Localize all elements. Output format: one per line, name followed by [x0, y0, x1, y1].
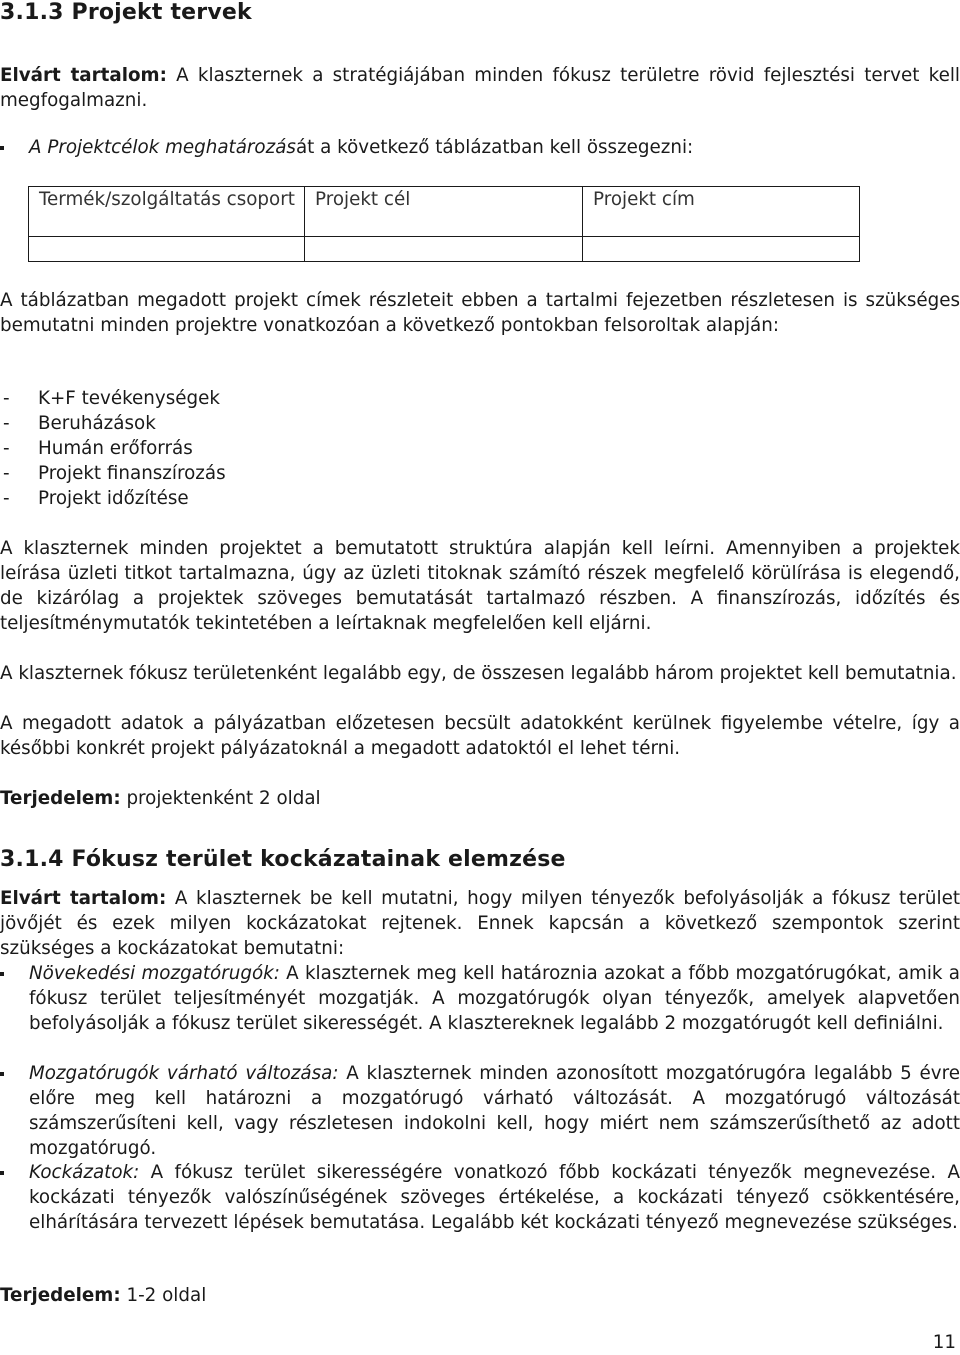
- paragraph-project-details: A táblázatban megadott projekt címek részleteit ebben a tartalmi fejezetben részletesen is szükséges bemutatni minden projektre vonatkozóan a következő pontokban felsoroltak alapján:: [0, 290, 960, 336]
- dash-list: [0, 386, 226, 511]
- bullet-item-growth-drivers: [0, 961, 960, 1036]
- expected-content-text: A klaszternek a stratégiájában minden fókusz területre rövid fejlesztési tervet kell megfogalmazni.: [0, 65, 960, 111]
- list-item: - Humán erőforrás: [0, 436, 226, 461]
- table-header-product-group: Termék/szolgáltatás csoport: [29, 187, 305, 237]
- section-heading-3-1-4: 3.1.4 Fókusz terület kockázatainak elemzése: [0, 847, 566, 872]
- bullet-text: át a következő táblázatban kell összegezni:: [295, 137, 694, 158]
- list-item: - Projekt finanszírozás: [0, 461, 226, 486]
- scope-line: [0, 1283, 206, 1308]
- project-table: [28, 186, 860, 262]
- scope-text: projektenként 2 oldal: [120, 788, 321, 809]
- list-item: - Projekt időzítése: [0, 486, 226, 511]
- table-cell: [29, 237, 305, 262]
- expected-content-text: A klaszternek be kell mutatni, hogy milyen tényezők befolyásolják a fókusz terület jövőjét és ezek milyen kockázatokat rejtenek. Ennek kapcsán a következő szempontok szerint szükséges a kockázatokat bemutatni:: [0, 888, 960, 959]
- bullet-term: Kockázatok:: [29, 1162, 140, 1183]
- expected-content-paragraph: [0, 63, 960, 113]
- bullet-text: A klaszternek meg kell határoznia azokat a főbb mozgatórugókat, amik a fókusz terület teljesítményét mozgatják. A mozgatórugók olyan tényezők, amelyek alapvetően befolyásolják a fókusz terület sikerességét. A klasztereknek legalább 2 mozgatórugót kell definiálni.: [29, 963, 960, 1034]
- scope-text: 1-2 oldal: [120, 1285, 207, 1306]
- section-heading-3-1-3: 3.1.3 Projekt tervek: [0, 0, 252, 25]
- paragraph-project-count: A klaszternek fókusz területenként legalább egy, de összesen legalább három projektet kell bemutatnia.: [0, 663, 957, 684]
- bullet-item-driver-change: [0, 1061, 960, 1161]
- expected-content-label: Elvárt tartalom:: [0, 888, 167, 909]
- page-number: 11: [932, 1332, 956, 1353]
- bullet-term: Növekedési mozgatórugók:: [29, 963, 280, 984]
- bullet-item-risks: [0, 1160, 960, 1235]
- bullet-term: Mozgatórugók várható változása:: [29, 1063, 339, 1084]
- bullet-text: A fókusz terület sikerességére vonatkozó főbb kockázati tényezők megnevezése. A kockázati tényezők valószínűségének szöveges értékelése, a kockázati tényező csökkentésére, elhárítására tervezett lépések bemutatása. Legalább két kockázati tényező megnevezése szükséges.: [29, 1162, 960, 1233]
- table-header-project-goal: Projekt cél: [305, 187, 583, 237]
- table-cell: [305, 237, 583, 262]
- list-item: - Beruházások: [0, 411, 226, 436]
- scope-line: [0, 786, 321, 811]
- square-bullet-icon: [0, 972, 4, 976]
- table-header-project-title: Projekt cím: [583, 187, 860, 237]
- scope-label: Terjedelem:: [0, 1285, 121, 1306]
- paragraph-structure: A klaszternek minden projektet a bemutatott struktúra alapján kell leírni. Amennyiben a projektek leírása üzleti titkot tartalmazna, úgy az üzleti titoknak számító részek megfelelő körülírása is elegendő, de kizárólag a projektek szöveges bemutatását tartalmazó részben. A finanszírozás, időzítés és teljesítménymutatók tekintetében a leírtaknak megfelelően kell eljárni.: [0, 538, 960, 634]
- expected-content-label: Elvárt tartalom:: [0, 65, 167, 86]
- paragraph-estimates: A megadott adatok a pályázatban előzetesen becsült adatokként kerülnek figyelembe vételre, így a későbbi konkrét projekt pályázatoknál a megadott adatoktól el lehet térni.: [0, 713, 960, 759]
- square-bullet-icon: [0, 1171, 4, 1175]
- bullet-text: A klaszternek minden azonosított mozgatórugóra legalább 5 évre előre meg kell határozni a mozgatórugó várható változását. A mozgatórugó változását számszerűsíteni kell, vagy részletesen indokolni kell, hogy miért nem számszerűsíthető az adott mozgatórugó.: [29, 1063, 960, 1159]
- square-bullet-icon: [0, 146, 4, 150]
- square-bullet-icon: [0, 1072, 4, 1076]
- bullet-italic-text: A Projektcélok meghatározás: [29, 137, 296, 158]
- list-item: - K+F tevékenységek: [0, 386, 226, 411]
- scope-label: Terjedelem:: [0, 788, 121, 809]
- table-cell: [583, 237, 860, 262]
- expected-content-paragraph: [0, 886, 960, 961]
- bullet-item: [0, 135, 960, 160]
